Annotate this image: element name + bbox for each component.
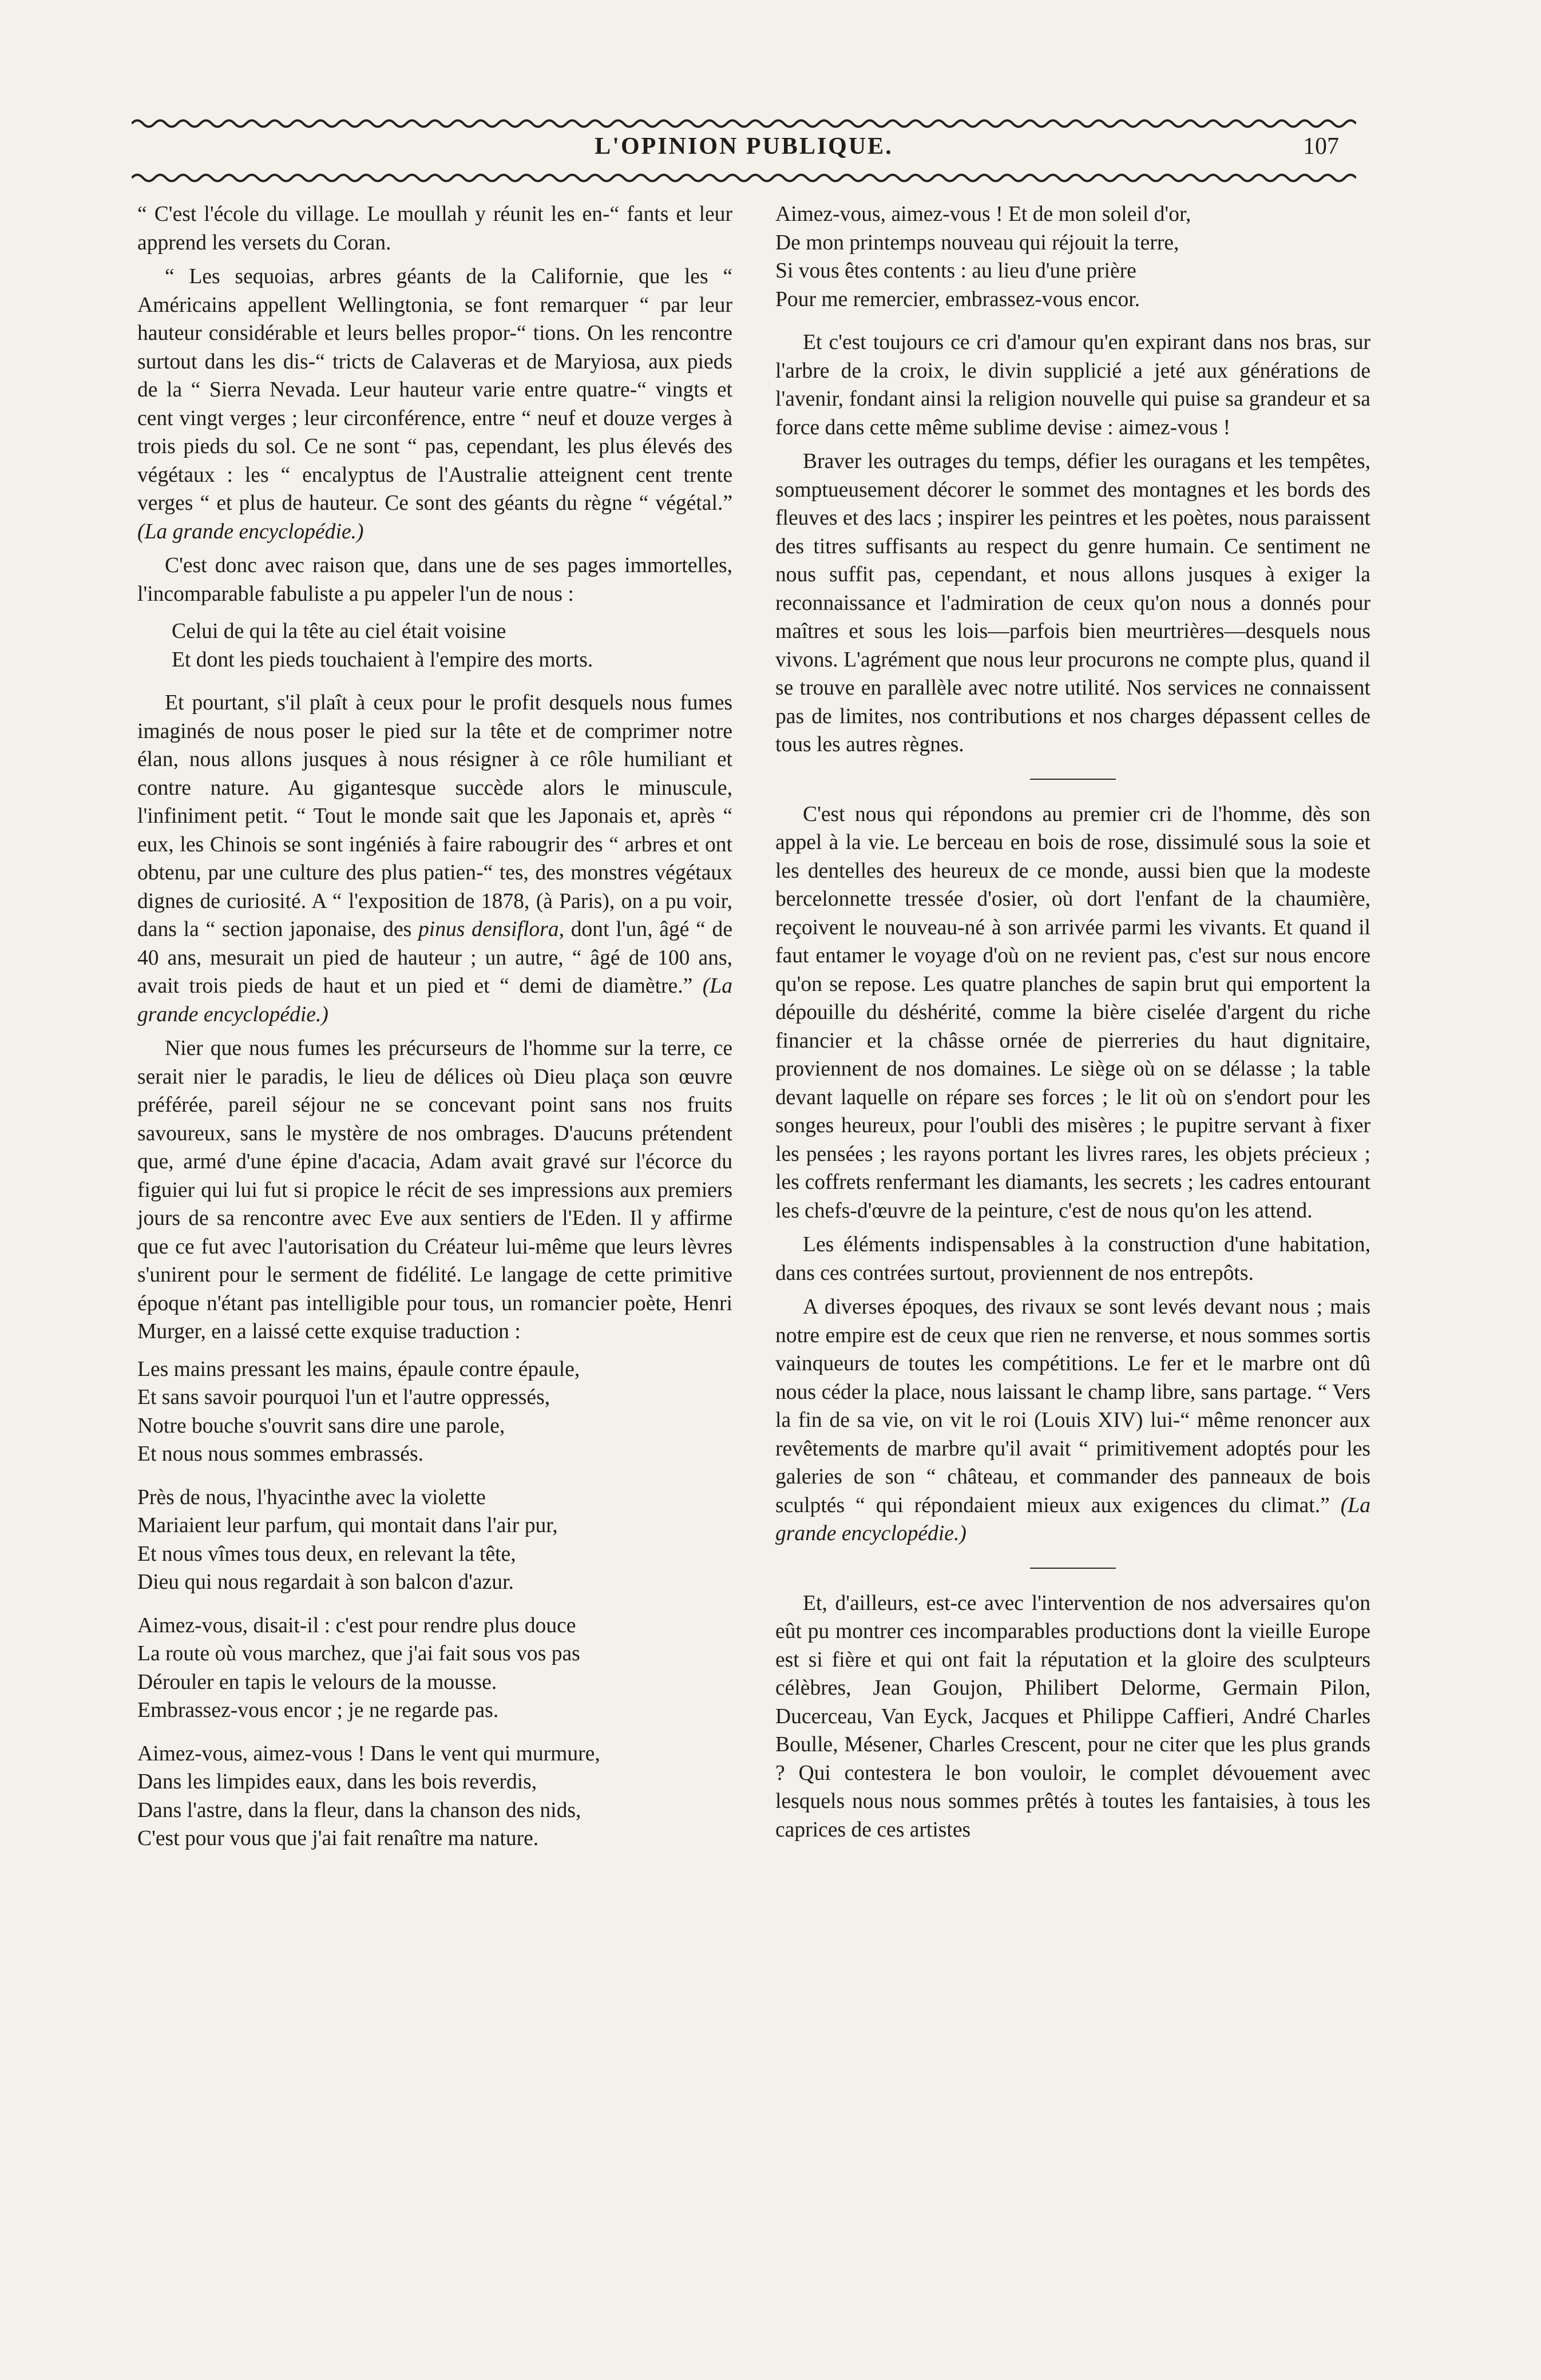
verse-line: Notre bouche s'ouvrit sans dire une parole, <box>137 1414 505 1438</box>
verse-quote <box>172 617 732 674</box>
verse-line: Dans l'astre, dans la fleur, dans la chanson des nids, <box>137 1798 581 1822</box>
verse-line: Aimez-vous, aimez-vous ! Et de mon soleil d'or, <box>775 203 1191 226</box>
verse-line: Dérouler en tapis le velours de la mousse. <box>137 1670 497 1694</box>
citation: (La grande encyclopédie.) <box>775 1493 1370 1545</box>
verse-line: Près de nous, l'hyacinthe avec la violette <box>137 1485 486 1509</box>
paragraph: “ C'est l'école du village. Le moullah y réunit les en-“ fants et leur apprend les versets du Coran. <box>137 203 732 255</box>
left-column <box>137 200 732 1868</box>
paragraph <box>137 689 732 1029</box>
italic-term: pinus densiflora, <box>418 918 564 941</box>
paragraph-text: dont l'un, âgé “ de 40 ans, mesurait un pied de hauteur ; un autre, “ âgé de 100 ans, avait trois pieds de haut et un pied et “ demi de diamètre.” <box>137 918 733 998</box>
verse-line: Et nous nous sommes embrassés. <box>137 1442 423 1466</box>
running-head: L'OPINION PUBLIQUE. <box>595 133 893 160</box>
paragraph: Et, d'ailleurs, est-ce avec l'intervention de nos adversaires qu'on eût pu montrer ces incomparables productions dont la vieille Europe est si fière et qui ont fait la réputation et la gloire des sculpteurs célèbres, Jean Goujon, Philibert Delorme, Germain Pilon, Ducerceau, Van Eyck, Jacques et Philippe Caffieri, André Charles Boulle, Mésener, Charles Crescent, pour ne citer que les plus grands ? Qui contestera le bon vouloir, le complet dévouement avec lesquels nous nous sommes prêtés à toutes les fantaisies, à tous les caprices de ces artistes <box>775 1591 1370 1842</box>
bottom-wavy-rule <box>132 172 1356 184</box>
verse-line: La route où vous marchez, que j'ai fait sous vos pas <box>137 1642 580 1665</box>
page-header <box>132 133 1356 167</box>
poem-stanza <box>137 1355 732 1469</box>
verse-line: Mariaient leur parfum, qui montait dans l'air pur, <box>137 1514 558 1537</box>
verse-line: Aimez-vous, aimez-vous ! Dans le vent qui murmure, <box>137 1742 600 1766</box>
right-column <box>775 200 1370 1850</box>
paragraph: Braver les outrages du temps, défier les ouragans et les tempêtes, somptueusement décorer le sommet des montagnes et les bords des fleuves et des lacs ; inspirer les peintres et les poètes, nous paraissent des titres suffisants au respect du genre humain. Ce sentiment ne nous suffit pas, cependant, et nous allons jusques à exiger la reconnaissance et l'admiration de ceux qu'on nous a donnés pour maîtres et sous les lois—parfois bien meurtrières—desquels nous vivons. L'agrément que nous leur procurons ne compte plus, quand il se trouve en parallèle avec notre utilité. Nos services ne connaissent pas de limites, nos contributions et nos charges dépassent celles de tous les autres règnes. <box>775 450 1370 756</box>
poem-stanza <box>137 1612 732 1725</box>
paragraph <box>775 1293 1370 1548</box>
verse-line: Celui de qui la tête au ciel était voisine <box>172 620 506 643</box>
verse-line: Dans les limpides eaux, dans les bois reverdis, <box>137 1770 537 1794</box>
section-divider <box>1030 779 1116 780</box>
verse-line: Pour me remercier, embrassez-vous encor. <box>775 287 1140 311</box>
paragraph: Les éléments indispensables à la construction d'une habitation, dans ces contrées surtout, proviennent de nos entrepôts. <box>775 1233 1370 1285</box>
paragraph <box>137 263 732 546</box>
paragraph-text: Et pourtant, s'il plaît à ceux pour le profit desquels nous fumes imaginés de nous poser le pied sur la tête et de comprimer notre élan, nous allons jusques à nous résigner à ce rôle humiliant et contre nature. Au gigantesque succède alors le minuscule, l'infiniment petit. “ Tout le monde sait que les Japonais et, après “ eux, les Chinois se sont ingéniés à faire rabougrir des “ arbres et ont obtenu, par une culture des plus patien-“ tes, des monstres végétaux dignes de curiosité. A “ l'exposition de 1878, (à Paris), on a pu voir, dans la “ section japonaise, des <box>137 691 732 941</box>
section-divider <box>1030 1568 1116 1569</box>
poem-stanza <box>137 1740 732 1853</box>
paragraph-text: “ Les sequoias, arbres géants de la Californie, que les “ Américains appellent Wellingtonia, se font remarquer “ par leur hauteur considérable et leurs belles propor-“ tions. On les rencontre surtout dans les dis-“ tricts de Calaveras et de Maryiosa, aux pieds de la “ Sierra Nevada. Leur hauteur varie entre quatre-“ vingts et cent vingt verges ; leur circonférence, entre “ neuf et douze verges à trois pieds du sol. Ce ne sont “ pas, cependant, les plus élevés des végétaux : les “ encalyptus de l'Australie atteignent cent trente verges “ et plus de hauteur. Ce sont des géants du règne “ végétal.” <box>137 265 732 515</box>
poem-stanza <box>775 200 1370 314</box>
paragraph: Nier que nous fumes les précurseurs de l'homme sur la terre, ce serait nier le paradis, le lieu de délices où Dieu plaça son œuvre préférée, pareil séjour ne se concevant point sans nos fruits savoureux, sans le mystère de nos ombrages. D'aucuns prétendent que, armé d'une épine d'acacia, Adam avait gravé sur l'écorce du figuier qui lui fut si propice le récit de ses impressions aux premiers jours de sa rencontre avec Eve aux sentiers de l'Eden. Il y affirme que ce fut avec l'autorisation du Créateur lui-même que leurs lèvres s'unirent pour le serment de fidélité. Le langage de cette primitive époque n'étant pas intelligible pour tous, un romancier poète, Henri Murger, en a laissé cette exquise traduction : <box>137 1037 732 1343</box>
citation: (La grande encyclopédie.) <box>137 974 732 1026</box>
paragraph: C'est donc avec raison que, dans une de ses pages immortelles, l'incomparable fabuliste a pu appeler l'un de nous : <box>137 554 732 606</box>
verse-line: Les mains pressant les mains, épaule contre épaule, <box>137 1357 580 1381</box>
paragraph: C'est nous qui répondons au premier cri de l'homme, dès son appel à la vie. Le berceau en bois de rose, dissimulé sous la soie et les dentelles des heureux de ce monde, aussi bien que la modeste bercelonnette tressée d'osier, où dort l'enfant de la chaumière, reçoivent le nouveau-né à son arrivée parmi les vivants. Et quand il faut entamer le voyage d'où on ne revient pas, c'est sur nous encore qu'on se repose. Les quatre planches de sapin brut qui emportent la dépouille du déshérité, comme la bière ciselée d'argent du riche financier et la châsse ornée de pierreries du haut dignitaire, proviennent de nos domaines. Le siège où on se délasse ; la table devant laquelle on répare ses forces ; le lit où on s'endort pour les songes heureux, pour l'oubli des misères ; le pupitre servant à fixer les pensées ; les rayons portant les livres rares, les objets précieux ; les coffrets renfermant les diamants, les secrets ; les cadres entourant les chefs-d'œuvre de la peinture, c'est de nous qu'on les attend. <box>775 802 1370 1223</box>
verse-line: Embrassez-vous encor ; je ne regarde pas. <box>137 1699 499 1722</box>
poem-stanza <box>137 1483 732 1597</box>
verse-line: Aimez-vous, disait-il : c'est pour rendre plus douce <box>137 1613 576 1637</box>
page-number: 107 <box>1303 133 1339 160</box>
verse-line: Et dont les pieds touchaient à l'empire des morts. <box>172 648 593 672</box>
verse-line: Dieu qui nous regardait à son balcon d'azur. <box>137 1570 514 1594</box>
citation: (La grande encyclopédie.) <box>137 519 364 544</box>
paragraph: Et c'est toujours ce cri d'amour qu'en expirant dans nos bras, sur l'arbre de la croix, le divin supplicié a jeté aux générations de l'avenir, fondant ainsi la religion nouvelle qui puise sa grandeur et sa force dans cette même sublime devise : aimez-vous ! <box>775 331 1370 439</box>
verse-line: Et nous vîmes tous deux, en relevant la tête, <box>137 1542 516 1566</box>
verse-line: C'est pour vous que j'ai fait renaître ma nature. <box>137 1827 539 1850</box>
verse-line: Si vous êtes contents : au lieu d'une prière <box>775 259 1136 283</box>
verse-line: Et sans savoir pourquoi l'un et l'autre oppressés, <box>137 1386 550 1409</box>
top-wavy-rule <box>132 117 1356 130</box>
verse-line: De mon printemps nouveau qui réjouit la terre, <box>775 231 1179 255</box>
paragraph-text: A diverses époques, des rivaux se sont levés devant nous ; mais notre empire est de ceux que rien ne renverse, et nous sommes sortis vainqueurs de toutes les compétitions. Le fer et le marbre ont dû nous céder la place, nous laissant le champ libre, sans partage. “ Vers la fin de sa vie, on vit le roi (Louis XIV) lui-“ même renoncer aux revêtements de marbre qu'il avait “ primitivement adoptés pour les galeries de son “ château, et commander des panneaux de bois sculptés “ qui répondaient mieux aux exigences du climat.” <box>775 1295 1370 1517</box>
